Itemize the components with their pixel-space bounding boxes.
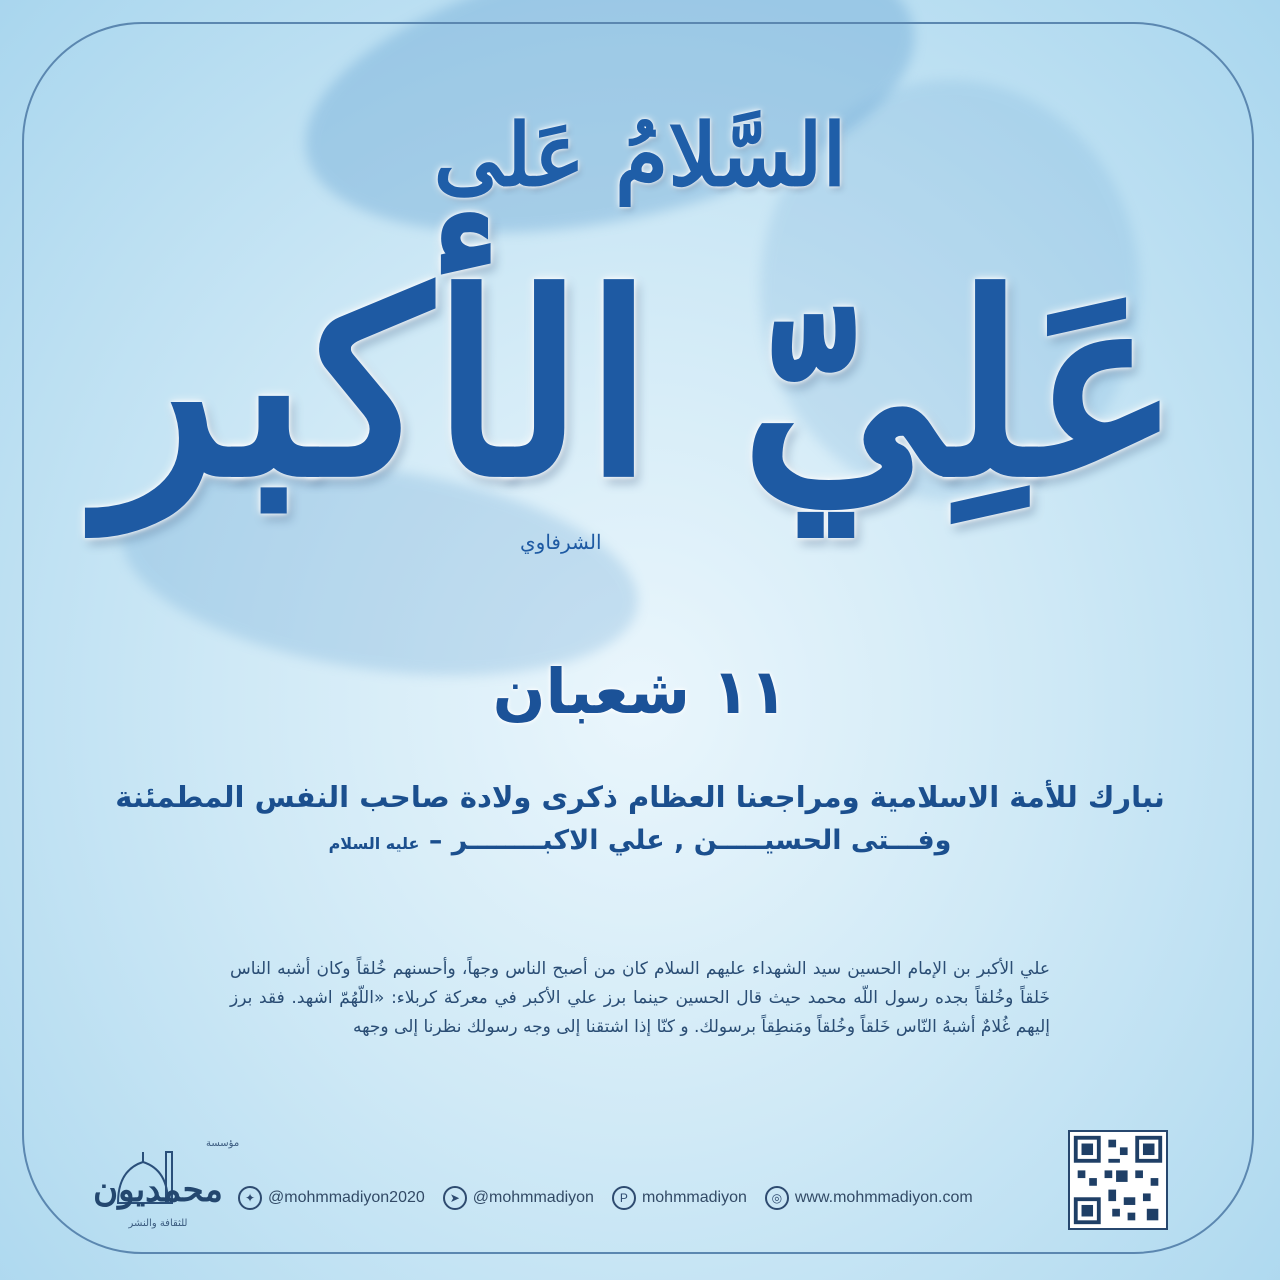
honorific: عليه السلام [328,834,420,853]
logo-name: محمديون [93,1170,223,1210]
pinterest-handle: mohmmadiyon [641,1189,747,1206]
twitter-icon: ✦ [238,1186,262,1210]
logo-tagline: للثقافة والنشر [128,1218,188,1229]
greeting-line-2 [100,819,1180,866]
rounded-frame [22,22,1254,1254]
greeting-calligraphy: السَّلامُ عَلى [433,105,847,206]
publisher-logo [88,1130,240,1240]
calligrapher-signature: الشرفاوي [520,530,602,554]
telegram-icon: ➤ [443,1186,467,1210]
pinterest-icon: P [612,1186,636,1210]
pinterest-link[interactable] [612,1186,747,1210]
greeting-line-2-text: وفـــتى الحسيـــــن , علي الاكبــــــــر – [428,825,952,856]
greeting-line-1: نبارك للأمة الاسلامية ومراجعنا العظام ذكرى ولادة صاحب النفس المطمئنة [115,780,1165,814]
name-calligraphy: عَلِيّ الأكبر [99,238,1181,532]
date-title: ١١ شعبان [492,655,788,728]
twitter-handle: @mohmmadiyon2020 [268,1189,425,1206]
telegram-link[interactable] [443,1186,594,1210]
website-url: www.mohmmadiyon.com [794,1189,973,1206]
telegram-handle: @mohmmadiyon [472,1189,594,1206]
greeting-block [100,775,1180,866]
website-link[interactable] [765,1186,973,1210]
globe-icon: ◎ [765,1186,789,1210]
logo-prefix: مؤسسة [206,1138,240,1149]
social-footer [238,1180,973,1216]
body-paragraph: علي الأكبر بن الإمام الحسين سيد الشهداء عليهم السلام كان من أصبح الناس وجهاً، وأحسنهم خُلقاً وكان أشبه الناس خَلقاً وخُلقاً بجده رسول اللّه محمد حيث قال الحسين حينما برز علي الأكبر في معركة كربلاء: «اللّهُمّ اشهد. فقد برز إليهم غُلامٌ أشبهُ النّاس خَلقاً وخُلقاً ومَنطِقاً برسولك. و كنّا إذا اشتقنا إلى وجه رسولك نظرنا إلى وجهه [230,959,1050,1037]
twitter-link[interactable] [238,1186,425,1210]
qr-code[interactable] [1068,1130,1168,1230]
